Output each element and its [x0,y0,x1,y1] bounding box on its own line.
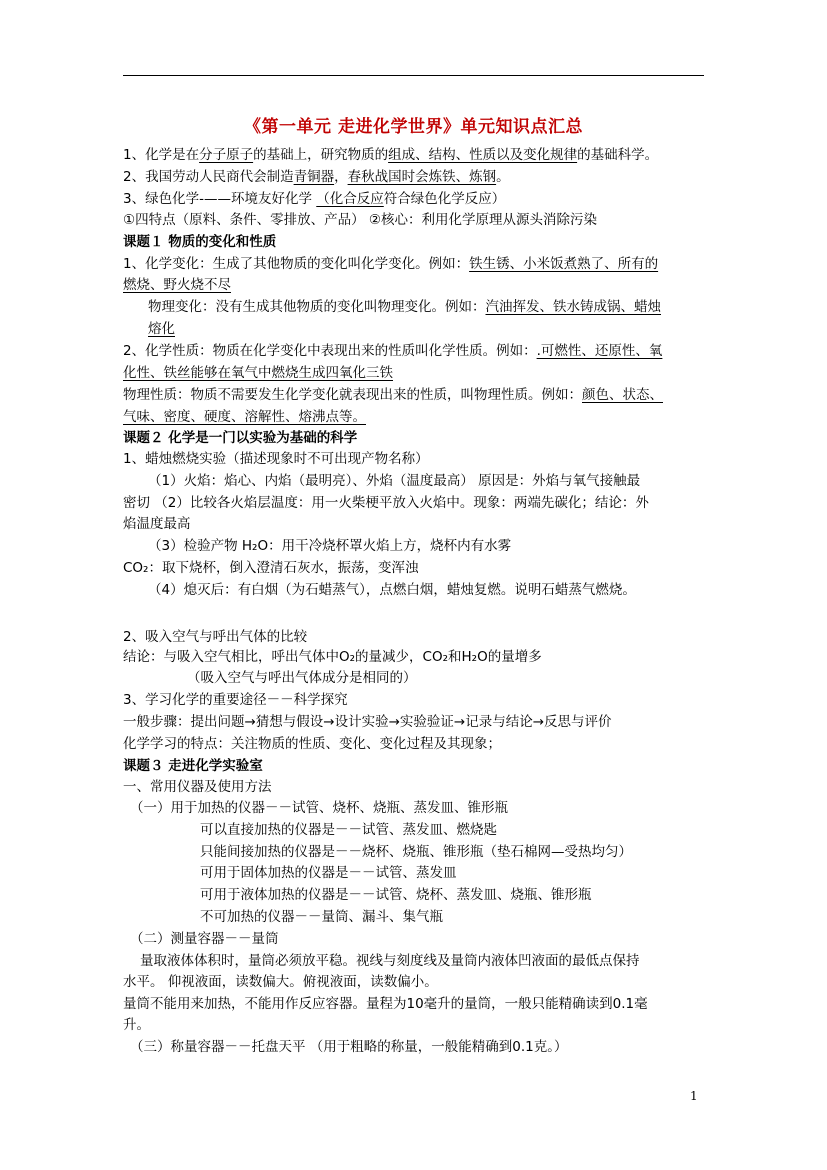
text-line [130,799,508,817]
text-line [200,864,457,882]
underlined-term: （化合反应 [316,191,384,207]
line-text: 2、化学性质：物质在化学变化中表现出来的性质叫化学性质。例如： [123,343,537,359]
text-line [200,908,443,926]
text-line [148,537,511,555]
line-text: 物理变化：没有生成其他物质的变化叫物理变化。例如： [148,299,486,315]
text-line [123,515,191,533]
line-text: 1、化学是在 [123,147,200,163]
underlined-term: 青铜器 [293,169,335,185]
line-text: 一般步骤：提出问题→猜想与假设→设计实验→实验验证→记录与结论→反思与评价 [123,714,612,730]
line-text: 量筒不能用来加热，不能用作反应容器。量程为10毫升的量筒，一般只能精确读到0.1毫 [123,996,648,1012]
line-text: （三）称量容器－－托盘天平 （用于粗略的称量，一般能精确到0.1克。） [130,1039,568,1055]
text-line [200,821,497,839]
line-text: （1）火焰：焰心、内焰（最明亮）、外焰（温度最高） 原因是：外焰与氧气接触最 [148,473,641,489]
line-text: （4）熄灭后：有白烟（为石蜡蒸气），点燃白烟，蜡烛复燃。说明石蜡蒸气燃烧。 [148,582,636,598]
text-line [123,408,366,426]
text-line [123,146,658,164]
line-text: 1、蜡烛燃烧实验（描述现象时不可出现产物名称） [123,451,429,467]
line-text: 符合绿色化学反应） [383,191,506,207]
underlined-term: 熔化 [148,321,175,337]
line-text: ， [334,169,348,185]
line-text: 1、化学变化：生成了其他物质的变化叫化学变化。例如： [123,256,470,272]
text-line [123,494,649,512]
text-line [123,364,393,382]
line-text: 化学学习的特点：关注物质的性质、变化、变化过程及其现象； [123,736,501,752]
text-line [130,1038,568,1056]
text-line [123,691,348,709]
underlined-term: .可燃性、还原性、氧 [536,343,663,359]
underlined-term: 化性、铁丝能够在氧气中燃烧生成四氧化三铁 [123,365,393,381]
text-line [123,255,658,273]
line-text: 3、学习化学的重要途径－－科学探究 [123,692,348,708]
line-text: （3）检验产物 H₂O：用干冷烧杯罩火焰上方，烧杯内有水雾 [148,538,512,554]
text-line [123,342,662,360]
section-heading [123,233,276,251]
line-text: CO₂：取下烧杯，倒入澄清石灰水，振荡，变浑浊 [123,560,419,576]
line-text: 升。 [123,1017,150,1033]
text-line [187,669,417,687]
page-title: 《第一单元 走进化学世界》单元知识点汇总 [244,117,583,137]
line-text: 课题２ 化学是一门以实验为基础的科学 [123,430,358,446]
section-heading [123,429,357,447]
line-text: ①四特点（原料、条件、零排放、产品） ②核心：利用化学原理从源头消除污染 [123,212,597,228]
text-line [148,320,175,338]
underlined-term: 春秋战国时会炼铁、炼钢 [347,169,497,185]
line-text: 不可加热的仪器－－量筒、漏斗、集气瓶 [200,909,443,925]
text-line [148,581,636,599]
text-line [123,973,438,991]
text-line [123,648,542,666]
text-line [123,628,307,646]
text-line [148,472,640,490]
text-line [130,930,279,948]
underlined-term: 燃烧、野火烧不尽 [123,277,231,293]
line-text: 可用于液体加热的仪器是－－试管、烧杯、蒸发皿、烧瓶、锥形瓶 [200,887,592,903]
line-text: （二）测量容器－－量筒 [130,931,279,947]
line-text: 的基础科学。 [577,147,659,163]
line-text: 水平。 仰视液面，读数偏大。俯视液面，读数偏小。 [123,974,438,990]
text-line [148,298,661,316]
line-text: 2、我国劳动人民商代会制造 [123,169,294,185]
text-line [123,386,663,404]
line-text: 课题３ 走进化学实验室 [123,758,263,774]
text-line [123,559,418,577]
line-text: （一）用于加热的仪器－－试管、烧杯、烧瓶、蒸发皿、锥形瓶 [130,800,508,816]
underlined-term: 颜色、状态、 [582,387,663,403]
line-text: 只能间接加热的仪器是－－烧杯、烧瓶、锥形瓶（垫石棉网—受热均匀） [200,844,632,860]
header-rule [123,75,704,76]
text-line [123,995,648,1013]
text-line [123,276,231,294]
section-heading [123,757,263,775]
line-text: 物理性质：物质不需要发生化学变化就表现出来的性质，叫物理性质。例如： [123,387,582,403]
text-line [200,886,592,904]
text-line [123,168,510,186]
underlined-term: 铁生锈、小米饭煮熟了、所有的 [469,256,659,272]
text-line [123,778,272,796]
text-line [123,450,429,468]
line-text: 一、常用仪器及使用方法 [123,779,272,795]
line-text: 焰温度最高 [123,516,191,532]
text-line [123,211,597,229]
line-text: 的基础上，研究物质的 [253,147,389,163]
text-line [140,952,640,970]
text-line [123,190,505,208]
line-text: 可用于固体加热的仪器是－－试管、蒸发皿 [200,865,457,881]
line-text: 密切 （2）比较各火焰层温度：用一火柴梗平放入火焰中。现象：两端先碳化；结论：外 [123,495,649,511]
underlined-term: 分子原子 [199,147,254,163]
line-text: 可以直接加热的仪器是－－试管、蒸发皿、燃烧匙 [200,822,497,838]
line-text: 2、吸入空气与呼出气体的比较 [123,629,308,645]
underlined-term: 汽油挥发、铁水铸成锅、蜡烛 [485,299,661,315]
text-line [123,735,501,753]
line-text: （吸入空气与呼出气体成分是相同的） [187,670,417,686]
underlined-term: 组成、结构、性质以及变化规律 [388,147,578,163]
line-text: 量取液体体积时，量筒必须放平稳。视线与刻度线及量筒内液体凹液面的最低点保持 [140,953,640,969]
text-line [123,713,612,731]
page-number: 1 [690,1089,698,1103]
line-text: 课题１ 物质的变化和性质 [123,234,277,250]
text-line [123,1016,150,1034]
line-text: 。 [496,169,510,185]
underlined-term: 气味、密度、硬度、溶解性、熔沸点等。 [123,409,366,425]
text-line [200,843,632,861]
line-text: 3、绿色化学-——环境友好化学 [123,191,317,207]
line-text: 结论：与吸入空气相比，呼出气体中O₂的量减少，CO₂和H₂O的量增多 [123,649,542,665]
